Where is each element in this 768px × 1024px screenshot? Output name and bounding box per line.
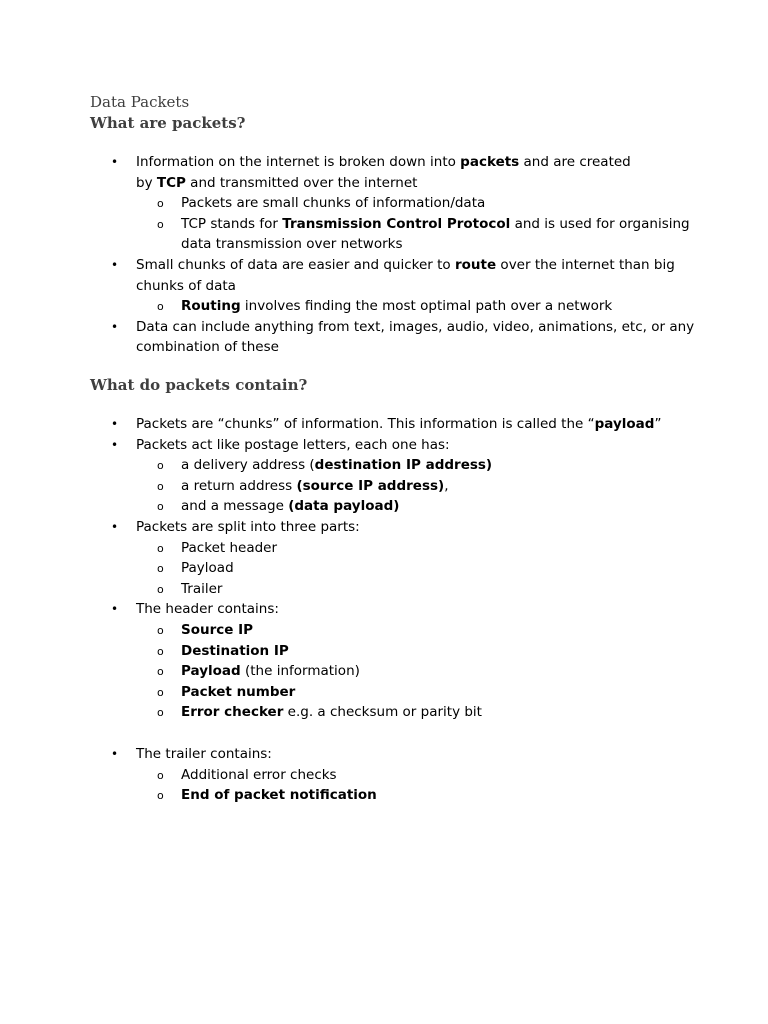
document-title: Data Packets <box>90 93 190 111</box>
list-item: • The header contains: <box>0 599 768 620</box>
sub-bullet-icon: o <box>157 459 164 473</box>
what-are-packets-list <box>0 152 768 358</box>
sub-bullet-icon: o <box>157 582 164 596</box>
sub-bullet-icon: o <box>157 623 164 637</box>
list-item: • Packets act like postage letters, each one has: <box>0 435 768 456</box>
sub-list-item: o Payload <box>0 558 768 579</box>
sub-bullet-icon: o <box>157 500 164 514</box>
sub-list-item: o Packets are small chunks of information/data <box>0 193 768 214</box>
list-item: • Small chunks of data are easier and quicker to route over the internet than big <box>0 255 768 276</box>
sub-bullet-icon: o <box>157 562 164 576</box>
list-item: • Data can include anything from text, images, audio, video, animations, etc, or any <box>0 317 768 338</box>
sub-list-item: o Payload (the information) <box>0 661 768 682</box>
sub-list-item: o and a message (data payload) <box>0 496 768 517</box>
sub-list-item: o Packet number <box>0 682 768 703</box>
list-item-continuation: combination of these <box>136 339 279 356</box>
bullet-icon: • <box>111 319 119 334</box>
sub-bullet-icon: o <box>157 768 164 782</box>
section-heading-what-are-packets: What are packets? <box>90 114 246 132</box>
bullet-icon: • <box>111 257 119 272</box>
sub-bullet-icon: o <box>157 644 164 658</box>
sub-bullet-icon: o <box>157 479 164 493</box>
sub-list-item: o Packet header <box>0 538 768 559</box>
sub-bullet-icon: o <box>157 706 164 720</box>
list-item-continuation: by TCP and transmitted over the internet <box>136 174 418 191</box>
sub-bullet-icon: o <box>157 789 164 803</box>
bullet-icon: • <box>111 519 119 534</box>
sub-list-item-continuation: data transmission over networks <box>181 236 403 253</box>
sub-bullet-icon: o <box>157 300 164 314</box>
sub-bullet-icon: o <box>157 541 164 555</box>
bullet-icon: • <box>111 155 119 169</box>
sub-bullet-icon: o <box>157 217 164 231</box>
sub-list-item: o Destination IP <box>0 641 768 662</box>
sub-list-item: o Error checker e.g. a checksum or parity bit <box>0 702 768 723</box>
sub-list-item: o Routing involves finding the most optimal path over a network <box>0 296 768 317</box>
list-item: • Packets are “chunks” of information. This information is called the “payload” <box>0 414 768 435</box>
sub-list-item: o TCP stands for Transmission Control Protocol and is used for organising <box>0 214 768 235</box>
list-item: • Packets are split into three parts: <box>0 517 768 538</box>
spacer <box>0 723 768 744</box>
bullet-icon: • <box>111 417 119 431</box>
sub-list-item: o Source IP <box>0 620 768 641</box>
sub-list-item: o a delivery address (destination IP address) <box>0 455 768 476</box>
sub-bullet-icon: o <box>157 665 164 679</box>
bullet-icon: • <box>111 602 119 617</box>
sub-bullet-icon: o <box>157 197 164 211</box>
bullet-icon: • <box>111 746 119 761</box>
sub-list-item: o a return address (source IP address), <box>0 476 768 497</box>
list-item: • The trailer contains: <box>0 744 768 765</box>
list-item-continuation: chunks of data <box>136 277 236 294</box>
sub-bullet-icon: o <box>157 685 164 699</box>
sub-list-item: o Trailer <box>0 579 768 600</box>
sub-list-item: o Additional error checks <box>0 765 768 786</box>
list-item: • Information on the internet is broken down into packets and are created <box>0 152 768 173</box>
section-heading-what-do-packets-contain: What do packets contain? <box>90 376 308 394</box>
bullet-icon: • <box>111 437 119 452</box>
sub-list-item: o End of packet notification <box>0 785 768 806</box>
what-do-packets-contain-list <box>0 414 768 806</box>
